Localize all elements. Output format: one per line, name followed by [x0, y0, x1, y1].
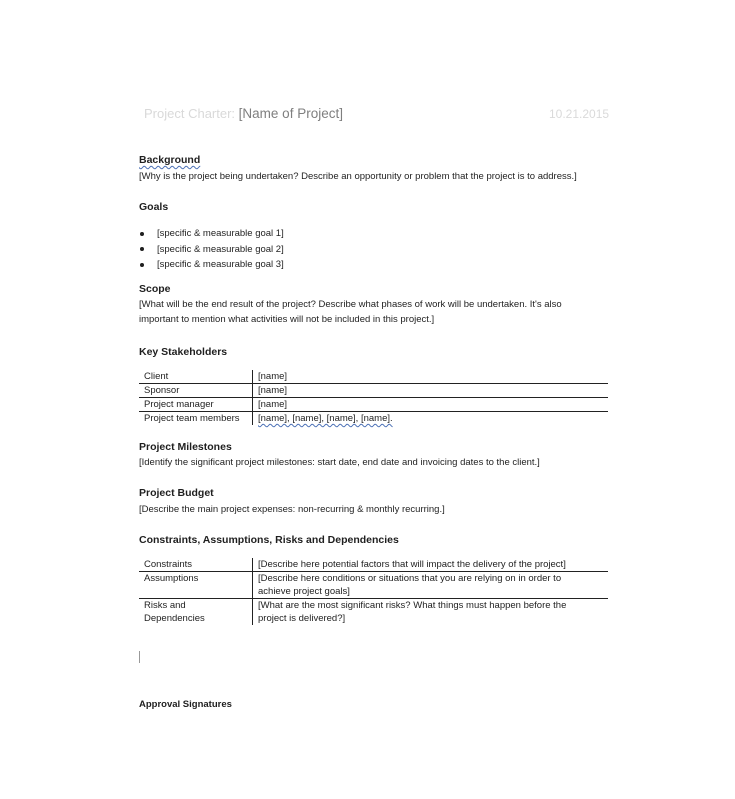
goals-heading: Goals — [139, 201, 169, 213]
stakeholder-role: Project manager — [139, 398, 253, 412]
background-text[interactable]: [Why is the project being undertaken? Describe an opportunity or problem that the project is to address.] — [139, 171, 577, 182]
stakeholder-role: Project team members — [139, 412, 253, 426]
list-item[interactable] — [139, 242, 284, 258]
constraint-label: Risks and Dependencies — [139, 599, 253, 626]
background-heading: Background — [139, 154, 201, 166]
table-row — [139, 599, 608, 626]
milestones-text[interactable]: [Identify the significant project milestones: start date, end date and invoicing dates to the client.] — [139, 457, 540, 468]
stakeholder-role: Client — [139, 370, 253, 384]
table-row — [139, 412, 608, 426]
goal-text: [specific & measurable goal 3] — [157, 259, 284, 270]
bullet-icon — [140, 263, 144, 267]
stakeholders-heading: Key Stakeholders — [139, 346, 228, 358]
charter-title[interactable] — [144, 106, 343, 121]
list-item[interactable] — [139, 226, 284, 242]
bullet-icon — [140, 232, 144, 236]
stakeholder-value[interactable] — [253, 412, 609, 426]
scope-heading: Scope — [139, 283, 171, 295]
goal-text: [specific & measurable goal 2] — [157, 243, 284, 255]
table-row — [139, 384, 608, 398]
scope-text-line-2[interactable]: important to mention what activities will not be included in this project.] — [139, 314, 435, 325]
budget-heading: Project Budget — [139, 487, 214, 499]
constraints-table — [139, 558, 608, 625]
list-item[interactable] — [139, 257, 284, 273]
stakeholders-table — [139, 370, 608, 425]
team-members-text: [name], [name], [name], [name]. — [258, 413, 393, 424]
table-row — [139, 558, 608, 572]
title-prefix: Project Charter: — [144, 106, 236, 121]
stakeholder-value[interactable]: [name] — [253, 370, 609, 384]
stakeholder-value[interactable]: [name] — [253, 398, 609, 412]
constraint-text[interactable]: [What are the most significant risks? What things must happen before the project is delivered?] — [258, 600, 567, 624]
bullet-icon — [140, 247, 144, 251]
approval-heading: Approval Signatures — [139, 699, 232, 710]
stakeholder-value[interactable]: [name] — [253, 384, 609, 398]
stakeholder-role: Sponsor — [139, 384, 253, 398]
constraints-heading: Constraints, Assumptions, Risks and Dependencies — [139, 534, 399, 546]
charter-date[interactable]: 10.21.2015 — [549, 107, 610, 121]
scope-text-line-1[interactable]: [What will be the end result of the project? Describe what phases of work will be undertaken. It's also — [139, 299, 562, 310]
project-name-placeholder[interactable]: [Name of Project] — [238, 106, 343, 121]
constraint-text[interactable]: [Describe here potential factors that will impact the delivery of the project] — [253, 558, 609, 572]
goals-list — [139, 226, 284, 273]
table-row — [139, 572, 608, 599]
constraint-label: Constraints — [139, 558, 253, 572]
table-row — [139, 398, 608, 412]
milestones-heading: Project Milestones — [139, 441, 232, 453]
constraint-text[interactable]: [Describe here conditions or situations that you are relying on in order to achieve project goals] — [253, 572, 609, 599]
text-cursor — [139, 651, 140, 663]
constraint-label: Assumptions — [139, 572, 253, 599]
goal-text: [specific & measurable goal 1] — [157, 228, 284, 239]
table-row — [139, 370, 608, 384]
budget-text[interactable]: [Describe the main project expenses: non-recurring & monthly recurring.] — [139, 504, 445, 515]
